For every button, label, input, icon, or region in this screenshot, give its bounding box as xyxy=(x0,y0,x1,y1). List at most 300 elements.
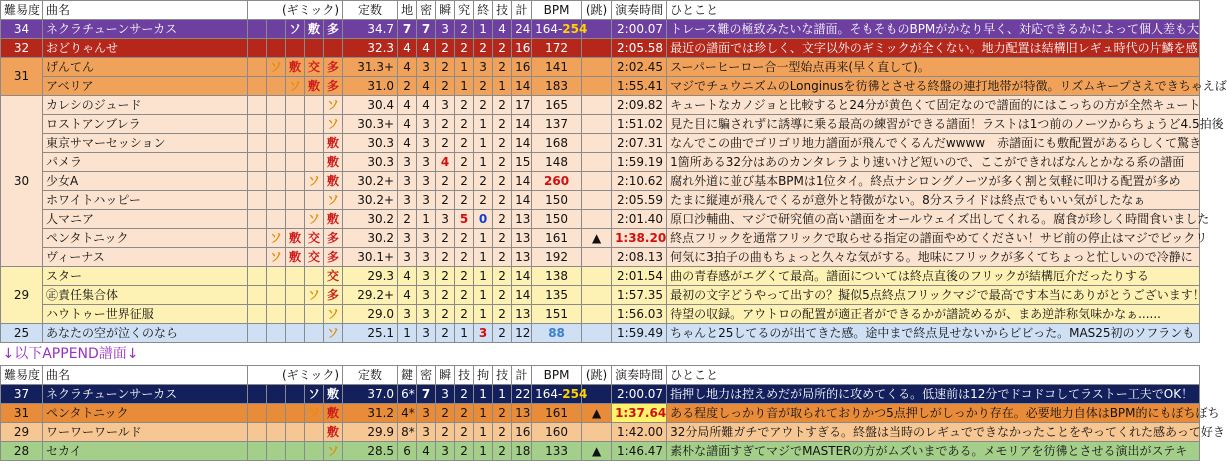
gi-value: 2 xyxy=(493,39,512,58)
header-kei: 計 xyxy=(512,366,532,385)
header-time: 演奏時間 xyxy=(612,1,667,20)
table-row xyxy=(1,96,1200,115)
gimmick-cell: ソ xyxy=(286,20,305,39)
bpm-value xyxy=(532,153,582,172)
constant-value: 25.1 xyxy=(343,324,398,343)
comment-text: 最初の文字どうやって出すの？擬似5点終点フリックマジで最高です本当にありがとうございます！ xyxy=(667,286,1200,305)
play-time: 2:05.58 xyxy=(612,39,667,58)
gimmick-cell xyxy=(267,115,286,134)
kei-value: 18 xyxy=(512,442,532,461)
comment-text: マジでチュウニズムのLonginusを彷彿とさせる終盤の連打地帯が特徴。リズムキープさえできちゃえば xyxy=(667,77,1200,96)
chi-value: 4* xyxy=(398,404,417,423)
gi-value: 2 xyxy=(493,248,512,267)
bpm-main: 165 xyxy=(545,97,569,112)
constant-value: 31.2 xyxy=(343,404,398,423)
shu-value: 1 xyxy=(474,286,493,305)
header-shun: 瞬 xyxy=(436,1,455,20)
gi-value: 2 xyxy=(493,134,512,153)
gimmick-cell: 多 xyxy=(324,77,343,96)
play-time: 1:38.20 xyxy=(612,229,667,248)
play-time: 2:09.82 xyxy=(612,96,667,115)
gimmick-cell xyxy=(248,442,267,461)
bpm-value xyxy=(532,404,582,423)
gimmick-cell xyxy=(248,39,267,58)
gimmick-cell xyxy=(248,153,267,172)
shu-value: 2 xyxy=(474,191,493,210)
kei-value: 14 xyxy=(512,172,532,191)
header-gi: 技 xyxy=(493,366,512,385)
comment-text: ちゃんと25してるのが出てきた感。途中まで終点見せないからビビった。MAS25初のソフランも xyxy=(667,324,1200,343)
kei-value: 16 xyxy=(512,58,532,77)
bpm-value xyxy=(532,134,582,153)
comment-text: 何気に3拍子の曲もちょっと久々な気がする。地味にフリックが多くてちょっと忙しいので冷静に xyxy=(667,248,1200,267)
jump-mark xyxy=(582,96,612,115)
gi-value: 2 xyxy=(493,153,512,172)
mitsu-value: 3 xyxy=(417,305,436,324)
table-row xyxy=(1,58,1200,77)
gi-value: 2 xyxy=(493,324,512,343)
shu-value: 3 xyxy=(474,58,493,77)
comment-text: キュートなカノジョと比較すると24分が黄色くて固定なので譜面的にはこっちの方が全然キュート xyxy=(667,96,1200,115)
jump-mark xyxy=(582,153,612,172)
bpm-value xyxy=(532,286,582,305)
gimmick-cell: 多 xyxy=(324,229,343,248)
bpm-value xyxy=(532,324,582,343)
gimmick-cell: 敷 xyxy=(286,248,305,267)
comment-text: 32分局所難ガチでアウトすぎる。終盤は当時のレギュでできなかったことをやってくれた感あって好き xyxy=(667,423,1200,442)
gimmick-cell: ソ xyxy=(267,58,286,77)
gimmick-cell xyxy=(248,58,267,77)
gimmick-cell xyxy=(267,305,286,324)
song-name: ヴィーナス xyxy=(43,248,248,267)
song-name: セカイ xyxy=(43,442,248,461)
shu-value: 2 xyxy=(474,172,493,191)
bpm-main: 150 xyxy=(545,211,569,226)
bpm-main: 151 xyxy=(545,306,569,321)
shun-value: 2 xyxy=(436,423,455,442)
mitsu-value: 3 xyxy=(417,267,436,286)
gi-value: 2 xyxy=(493,191,512,210)
bpm-main: 135 xyxy=(545,287,569,302)
gimmick-cell xyxy=(305,39,324,58)
shu-value: 1 xyxy=(474,20,493,39)
chi-value: 4 xyxy=(398,115,417,134)
mitsu-value: 3 xyxy=(417,423,436,442)
shun-value: 2 xyxy=(436,229,455,248)
shun-value: 2 xyxy=(436,404,455,423)
table-row xyxy=(1,210,1200,229)
jump-mark xyxy=(582,324,612,343)
header-shu: 終 xyxy=(474,1,493,20)
play-time: 2:07.31 xyxy=(612,134,667,153)
bpm-main: 160 xyxy=(545,424,569,439)
jump-mark xyxy=(582,286,612,305)
header-mitsu: 密 xyxy=(417,366,436,385)
header-kei: 計 xyxy=(512,1,532,20)
bpm-value xyxy=(532,58,582,77)
comment-text: 原口沙輔曲、マジで研究値の高い譜面をオールウェイズ出してくれる。腐食が珍しく時間食いました xyxy=(667,210,1200,229)
bpm-main: 161 xyxy=(545,405,569,420)
table-row xyxy=(1,267,1200,286)
gimmick-cell: ソ xyxy=(324,115,343,134)
constant-value: 30.3 xyxy=(343,153,398,172)
play-time: 2:01.40 xyxy=(612,210,667,229)
bpm-value xyxy=(532,442,582,461)
shu-value: 1 xyxy=(474,385,493,404)
header-chi: 鍵 xyxy=(398,366,417,385)
gimmick-cell xyxy=(305,153,324,172)
level-cell: 28 xyxy=(1,442,43,461)
kei-value: 13 xyxy=(512,210,532,229)
kyu-value: 2 xyxy=(455,385,474,404)
bpm-main: 137 xyxy=(545,116,569,131)
chi-value: 3 xyxy=(398,248,417,267)
song-name: ネクラチューンサーカス xyxy=(43,385,248,404)
jump-mark: ▲ xyxy=(582,442,612,461)
kei-value: 14 xyxy=(512,77,532,96)
gi-value: 2 xyxy=(493,229,512,248)
comment-text: 終点フリックを通常フリックで取らせる指定の譜面やめてください！サビ前の停止はマジでビックリ xyxy=(667,229,1200,248)
kyu-value: 2 xyxy=(455,191,474,210)
shu-value: 0 xyxy=(474,210,493,229)
kei-value: 16 xyxy=(512,423,532,442)
kyu-value: 1 xyxy=(455,58,474,77)
append-divider-row xyxy=(1,343,1200,366)
bpm-main: 138 xyxy=(545,268,569,283)
gimmick-cell: ソ xyxy=(286,77,305,96)
play-time: 1:59.19 xyxy=(612,153,667,172)
song-name: スター xyxy=(43,267,248,286)
kyu-value: 2 xyxy=(455,442,474,461)
song-name: げんてん xyxy=(43,58,248,77)
gimmick-cell: ソ xyxy=(267,248,286,267)
gimmick-cell xyxy=(267,134,286,153)
gimmick-cell xyxy=(286,96,305,115)
jump-mark xyxy=(582,39,612,58)
kyu-value: 2 xyxy=(455,153,474,172)
shun-value: 2 xyxy=(436,267,455,286)
play-time: 1:46.47 xyxy=(612,442,667,461)
song-name: ペンタトニック xyxy=(43,404,248,423)
constant-value: 32.3 xyxy=(343,39,398,58)
gimmick-cell: ソ xyxy=(324,305,343,324)
kyu-value: 5 xyxy=(455,210,474,229)
kyu-value: 2 xyxy=(455,134,474,153)
gimmick-cell xyxy=(305,324,324,343)
header-gi: 技 xyxy=(493,1,512,20)
play-time: 1:57.35 xyxy=(612,286,667,305)
kyu-value: 2 xyxy=(455,404,474,423)
bpm-main: 164- xyxy=(535,21,563,36)
header-comment: ひとこと xyxy=(667,1,1200,20)
header-bpm: BPM xyxy=(532,366,582,385)
comment-text: 素朴な譜面すぎてマジでMASTERの方がムズいまである。メモリアを彷彿とさせる演出がステキ xyxy=(667,442,1200,461)
table-row xyxy=(1,134,1200,153)
bpm-value xyxy=(532,248,582,267)
gimmick-cell: 交 xyxy=(305,248,324,267)
bpm-main: 150 xyxy=(545,192,569,207)
kei-value: 14 xyxy=(512,134,532,153)
kei-value: 24 xyxy=(512,20,532,39)
gimmick-cell: 敷 xyxy=(324,134,343,153)
gimmick-cell: ソ xyxy=(267,229,286,248)
comment-text: 指押し地力は控えめだが局所的に攻めてくる。低速前は12分でドコドコしてラストー工夫でOK！ xyxy=(667,385,1200,404)
kei-value: 15 xyxy=(512,153,532,172)
mitsu-value: 7 xyxy=(417,385,436,404)
comment-text: スーパーヒーロー合一型始点再来(早く直して)。 xyxy=(667,58,1200,77)
constant-value: 30.1+ xyxy=(343,248,398,267)
gimmick-cell xyxy=(248,267,267,286)
shu-value: 3 xyxy=(474,324,493,343)
gimmick-cell: 敷 xyxy=(305,77,324,96)
gimmick-cell: 交 xyxy=(324,267,343,286)
kei-value: 14 xyxy=(512,286,532,305)
gimmick-cell xyxy=(286,423,305,442)
comment-text: 腐れ外道に並び基本BPMは1位タイ。終点ナシロングノーツが多く割と気軽に叩ける配置が多め xyxy=(667,172,1200,191)
chi-value: 2 xyxy=(398,77,417,96)
constant-value: 29.2+ xyxy=(343,286,398,305)
table-row xyxy=(1,172,1200,191)
gimmick-cell xyxy=(248,404,267,423)
kyu-value: 2 xyxy=(455,305,474,324)
gimmick-cell xyxy=(286,267,305,286)
shu-value: 2 xyxy=(474,96,493,115)
gimmick-cell: ソ xyxy=(305,385,324,404)
gimmick-cell xyxy=(286,404,305,423)
song-name: ワーワーワールド xyxy=(43,423,248,442)
header-mitsu: 密 xyxy=(417,1,436,20)
chi-value: 1 xyxy=(398,324,417,343)
constant-value: 30.3+ xyxy=(343,115,398,134)
header-bpm: BPM xyxy=(532,1,582,20)
gi-value: 4 xyxy=(493,20,512,39)
gimmick-cell: 交 xyxy=(305,229,324,248)
play-time: 2:05.59 xyxy=(612,191,667,210)
chi-value: 3 xyxy=(398,172,417,191)
jump-mark xyxy=(582,115,612,134)
gimmick-cell xyxy=(305,115,324,134)
comment-text: 1箇所ある32分はあのカンタレラより速いけど短いので、ここができればなんとかなる系の譜面 xyxy=(667,153,1200,172)
table-row xyxy=(1,385,1200,404)
bpm-main: 133 xyxy=(545,443,569,458)
gimmick-cell: ソ xyxy=(305,286,324,305)
header-song: 曲名 xyxy=(43,366,248,385)
header-constant: 定数 xyxy=(343,366,398,385)
song-name: ロストアンブレラ xyxy=(43,115,248,134)
gimmick-cell xyxy=(267,385,286,404)
chi-value: 4 xyxy=(398,267,417,286)
level-cell: 37 xyxy=(1,385,43,404)
jump-mark xyxy=(582,210,612,229)
table-row xyxy=(1,324,1200,343)
song-name: おどりゃんせ xyxy=(43,39,248,58)
gimmick-cell xyxy=(267,324,286,343)
gi-value: 2 xyxy=(493,442,512,461)
constant-value: 30.2 xyxy=(343,229,398,248)
header-level: 難易度 xyxy=(1,1,43,20)
shun-value: 2 xyxy=(436,172,455,191)
gimmick-cell xyxy=(248,172,267,191)
constant-value: 28.5 xyxy=(343,442,398,461)
shu-value: 1 xyxy=(474,404,493,423)
gimmick-cell xyxy=(286,134,305,153)
song-name: ネクラチューンサーカス xyxy=(43,20,248,39)
gimmick-cell xyxy=(267,442,286,461)
gimmick-cell: 敷 xyxy=(324,153,343,172)
bpm-max: 254 xyxy=(562,386,588,401)
shun-value: 2 xyxy=(436,305,455,324)
shun-value: 3 xyxy=(436,210,455,229)
play-time: 1:56.03 xyxy=(612,305,667,324)
header-level: 難易度 xyxy=(1,366,43,385)
header-shun: 瞬 xyxy=(436,366,455,385)
table-row xyxy=(1,229,1200,248)
jump-mark xyxy=(582,191,612,210)
constant-value: 37.0 xyxy=(343,385,398,404)
gi-value: 2 xyxy=(493,305,512,324)
table-row xyxy=(1,77,1200,96)
shu-value: 1 xyxy=(474,115,493,134)
header-jump: (跳) xyxy=(582,366,612,385)
table-row xyxy=(1,305,1200,324)
shu-value: 1 xyxy=(474,423,493,442)
kei-value: 17 xyxy=(512,96,532,115)
chi-value: 4 xyxy=(398,286,417,305)
gi-value: 2 xyxy=(493,210,512,229)
constant-value: 29.0 xyxy=(343,305,398,324)
song-name: ホワイトハッピー xyxy=(43,191,248,210)
kei-value: 13 xyxy=(512,229,532,248)
shun-value: 2 xyxy=(436,324,455,343)
gimmick-cell: 多 xyxy=(324,20,343,39)
gi-value: 2 xyxy=(493,96,512,115)
play-time: 2:00.07 xyxy=(612,20,667,39)
kyu-value: 1 xyxy=(455,77,474,96)
mitsu-value: 3 xyxy=(417,134,436,153)
gimmick-cell xyxy=(267,404,286,423)
kei-value: 13 xyxy=(512,404,532,423)
gimmick-cell: ソ xyxy=(324,442,343,461)
gimmick-cell xyxy=(248,423,267,442)
jump-mark xyxy=(582,58,612,77)
gimmick-cell: ソ xyxy=(324,324,343,343)
gi-value: 1 xyxy=(493,385,512,404)
song-name: 少女A xyxy=(43,172,248,191)
mitsu-value: 3 xyxy=(417,58,436,77)
table-row xyxy=(1,153,1200,172)
bpm-max: 254 xyxy=(562,21,588,36)
mitsu-value: 3 xyxy=(417,172,436,191)
gi-value: 2 xyxy=(493,404,512,423)
gimmick-cell: 敷 xyxy=(305,20,324,39)
jump-mark xyxy=(582,172,612,191)
song-name: ㊣責任集合体 xyxy=(43,286,248,305)
kei-value: 14 xyxy=(512,115,532,134)
bpm-value xyxy=(532,229,582,248)
song-name: ハウトゥー世界征服 xyxy=(43,305,248,324)
kyu-value: 2 xyxy=(455,20,474,39)
constant-value: 30.2+ xyxy=(343,191,398,210)
gimmick-cell xyxy=(248,20,267,39)
gimmick-cell xyxy=(267,423,286,442)
gimmick-cell xyxy=(305,305,324,324)
chi-value: 7 xyxy=(398,20,417,39)
gimmick-cell xyxy=(286,191,305,210)
bpm-main: 260 xyxy=(544,173,570,188)
shu-value: 1 xyxy=(474,229,493,248)
chi-value: 4 xyxy=(398,58,417,77)
bpm-value xyxy=(532,77,582,96)
header-time: 演奏時間 xyxy=(612,366,667,385)
gimmick-cell xyxy=(267,191,286,210)
kei-value: 16 xyxy=(512,39,532,58)
header-chi: 地 xyxy=(398,1,417,20)
bpm-value xyxy=(532,191,582,210)
gimmick-cell: ソ xyxy=(324,191,343,210)
shun-value: 3 xyxy=(436,20,455,39)
gimmick-cell xyxy=(248,77,267,96)
comment-text: 見た目に騙されずに誘導に乗る最高の練習ができる譜面！ラストは1つ前のノーツからちょうど4.5拍後 xyxy=(667,115,1200,134)
header-song: 曲名 xyxy=(43,1,248,20)
gimmick-cell xyxy=(248,115,267,134)
shu-value: 1 xyxy=(474,153,493,172)
table-row xyxy=(1,286,1200,305)
append-divider-label: ↓以下APPEND譜面↓ xyxy=(2,346,139,362)
chi-value: 2 xyxy=(398,210,417,229)
mitsu-value: 7 xyxy=(417,20,436,39)
kyu-value: 2 xyxy=(455,248,474,267)
gimmick-cell xyxy=(286,286,305,305)
bpm-value xyxy=(532,39,582,58)
gimmick-cell: 敷 xyxy=(324,385,343,404)
jump-mark xyxy=(582,305,612,324)
level-cell: 31 xyxy=(1,404,43,423)
song-name: ペンタトニック xyxy=(43,229,248,248)
kyu-value: 2 xyxy=(455,229,474,248)
bpm-main: 168 xyxy=(545,135,569,150)
table-row xyxy=(1,404,1200,423)
gimmick-cell: 敷 xyxy=(286,229,305,248)
gimmick-cell xyxy=(267,77,286,96)
kyu-value: 2 xyxy=(455,115,474,134)
gimmick-cell xyxy=(248,385,267,404)
play-time: 1:55.41 xyxy=(612,77,667,96)
gimmick-cell xyxy=(248,286,267,305)
gimmick-cell xyxy=(286,153,305,172)
gimmick-cell xyxy=(305,423,324,442)
kyu-value: 1 xyxy=(455,324,474,343)
gi-value: 2 xyxy=(493,286,512,305)
shu-value: 1 xyxy=(474,305,493,324)
chi-value: 3 xyxy=(398,191,417,210)
play-time: 2:01.54 xyxy=(612,267,667,286)
bpm-main: 148 xyxy=(545,154,569,169)
shun-value: 2 xyxy=(436,248,455,267)
shu-value: 1 xyxy=(474,442,493,461)
kyu-value: 2 xyxy=(455,172,474,191)
constant-value: 30.2+ xyxy=(343,172,398,191)
mitsu-value: 3 xyxy=(417,115,436,134)
shun-value: 2 xyxy=(436,39,455,58)
gimmick-cell: ソ xyxy=(305,210,324,229)
level-cell: 32 xyxy=(1,39,43,58)
gimmick-cell xyxy=(267,39,286,58)
mitsu-value: 3 xyxy=(417,248,436,267)
comment-text: 待望の収録。アウトロの配置が適正者ができるかが譜読めるが、まあ逆詐称気味かなぁ...... xyxy=(667,305,1200,324)
shu-value: 2 xyxy=(474,77,493,96)
mitsu-value: 3 xyxy=(417,404,436,423)
shu-value: 1 xyxy=(474,248,493,267)
